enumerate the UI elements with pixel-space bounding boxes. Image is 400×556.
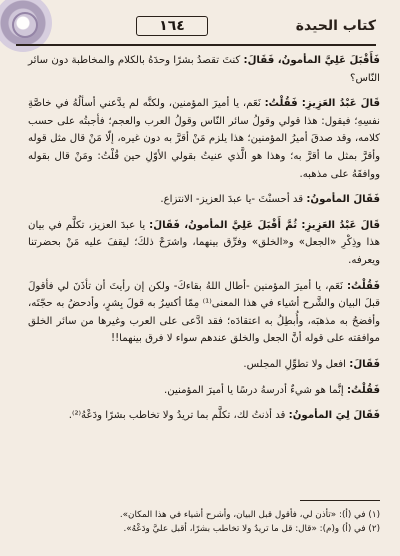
- footnote-rule: [300, 500, 380, 501]
- speaker-label: فَقَالَ:: [349, 358, 380, 370]
- paragraph: [28, 217, 380, 270]
- paragraph-text: كنتَ تقصدُ بشرًا وحدَهُ بالكلام والمخاطبة دون سائر النّاس؟: [28, 55, 380, 84]
- speaker-label: فَأَقْبَلَ عَلِيَّ المأمونُ، فَقَالَ:: [243, 55, 380, 66]
- header-rule: [16, 44, 376, 46]
- paragraph: [28, 356, 380, 374]
- paragraph-text: قد أحسنْتَ -يا عبدَ العزيز- الانتزاع.: [160, 194, 307, 206]
- paragraph: [28, 382, 380, 400]
- page-header: [16, 14, 376, 46]
- footnotes: [28, 508, 380, 536]
- paragraph-text: نَعَم، يا أميرَ المؤمنين -أطال اللهُ بقاءكَ- ولكن إن رأيتَ أن تأذَنَ لي فأقولَ قبلَ البيان والشَّرح أشياء في هذا المعنى⁽¹⁾ مِمّا أكسِرُ به قولَ بِشرٍ، وأدحضُ به حجّتَه، وأفضحُ به مذهبَه، وأُبطِلُ به اعتقادَه؛ فقد ادَّعى على العرب وغيرها من سائر الخلق موافقته على قوله أنَّ الجعل والخلق عندهم سواء لا فرق بينهما!!: [28, 280, 380, 345]
- footnote: (١) في (أ): «تأذن لي، فأقول قبل البيان، وأشرح أشياء في هذا المكان».: [119, 510, 380, 520]
- main-text: [28, 52, 380, 425]
- paragraph-text: افعل ولا تطوِّلِ المجلس.: [243, 358, 350, 370]
- paragraph: [28, 95, 380, 183]
- speaker-label: فَقُلْتُ:: [346, 280, 380, 292]
- paragraph-text: إنَّما هو شيءٌ أدرسهُ درسًا يا أميرَ المؤمنين.: [163, 384, 347, 396]
- speaker-label: فَقُلْتُ:: [346, 384, 380, 396]
- speaker-label: قَالَ عَبْدُ العَزِيزِ: فَقُلْتُ:: [264, 98, 381, 110]
- speaker-label: فَقَالَ لِيَ المأمونُ:: [288, 410, 380, 422]
- footnote: (٢) في (أ) و(م): «قال: قل ما تريدُ ولا تخاطب بشرًا، أقبل عليَّ ودَعْهُ».: [123, 524, 380, 534]
- paragraph-text: يا عبدَ العزيز، تكلَّم في بيان هذا وذِكْرِ «الجعل» و«الخلق» وفرِّق بينهما، واشرَحْ ذلكَ؛ ليقفَ عليه مَنْ بحضرتنا ويعرفه.: [28, 219, 380, 266]
- book-title: كتاب الحيدة: [295, 18, 376, 34]
- speaker-label: فَقَالَ المأمونُ:: [306, 194, 380, 206]
- paragraph: [28, 278, 380, 348]
- paragraph: [28, 52, 380, 87]
- paragraph-text: نَعَم، يا أميرَ المؤمنين، ولكنَّه لم يدَّعني أسألُهُ في خاصَّةِ نفسِهِ؛ فيقول: هذا قولي وقولُ سائر النّاس وقولُ العرب والعجم؛ فأجبتُه على حسب كلامه، وقد صدقَ أميرُ المؤمنين؛ هذا يلزم مَنْ أقرَّ به دون غيره، إلّا مَنْ قال مثل قوله وأقرَّ بمثل ما أقرَّ به؛ وهذا هو الَّذي عنيتُ بقولي الأوّلِ حين قُلْتُ: ومَنْ قال بقوله ووافقَهُ على مذهبه.: [28, 98, 380, 180]
- paragraph: [28, 191, 380, 209]
- page-number: ١٦٤: [136, 16, 208, 36]
- paragraph-text: قد أذنتُ لك، تكلَّم بما تريدُ ولا تخاطب بشرًا ودَعْهُ⁽²⁾.: [68, 410, 289, 422]
- paragraph: [28, 407, 380, 425]
- speaker-label: قَالَ عَبْدُ العَزِيزِ: ثُمَّ أَقْبَلَ عَلِيَّ المأمونُ، فَقَالَ:: [149, 219, 380, 231]
